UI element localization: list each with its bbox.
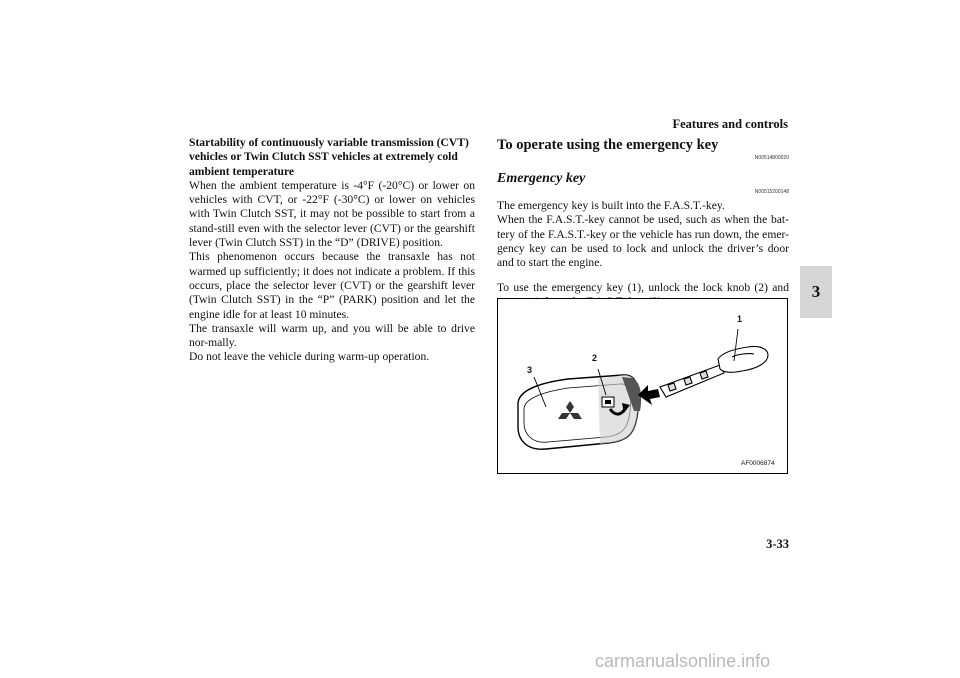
subsection-code: N00515200148 [754, 188, 789, 195]
fast-key-illustration [498, 299, 787, 473]
left-heading: Startability of continuously variable transmission (CVT) vehicles or Twin Clutch SST vehicles at extremely cold ambient temperature [189, 136, 469, 178]
left-paragraph-2: This phenomenon occurs because the transaxle has not warmed up sufficiently; it does not indicate a problem. If this occurs, place the selector lever (CVT) or the gearshift lever (Twin Clutch SST) in the “P” (PARK) position and let the engine idle for at least 10 minutes. [189, 250, 475, 321]
right-paragraph-1: The emergency key is built into the F.A.S.T.-key. [497, 199, 725, 213]
callout-2: 2 [592, 353, 598, 363]
callout-1: 1 [737, 314, 743, 324]
page-header: Features and controls [672, 117, 788, 131]
right-column [497, 138, 789, 309]
chapter-tab-label: 3 [811, 282, 821, 301]
subsection-title: Emergency key [497, 170, 586, 186]
left-paragraph-4: Do not leave the vehicle during warm-up operation. [189, 350, 430, 364]
left-paragraph-3: The transaxle will warm up, and you will be able to drive nor-mally. [189, 321, 475, 350]
callout-3: 3 [527, 365, 533, 375]
figure-code: AF0006874 [741, 460, 775, 467]
chapter-tab [800, 266, 832, 318]
left-column [189, 136, 475, 365]
section-code: N00514800020 [754, 155, 789, 162]
left-paragraph-1: When the ambient temperature is -4°F (-20°C) or lower on vehicles with CVT, or -22°F (-30°C) or lower on vehicles with Twin Clutch SST, it may not be possible to start from a stand-still even with the selector lever (CVT) or the gearshift lever (Twin Clutch SST) in the “D” (DRIVE) position. [189, 178, 475, 250]
emergency-key [660, 346, 768, 397]
emergency-key-figure [497, 298, 788, 474]
watermark: carmanualsonline.info [595, 651, 771, 671]
section-title: To operate using the emergency key [497, 137, 719, 153]
right-paragraph-3: To use the emergency key (1), unlock the lock knob (2) and [497, 280, 789, 294]
right-paragraph-2: When the F.A.S.T.-key cannot be used, such as when the bat-tery of the F.A.S.T.-key or the vehicle has run down, the emer-gency key can be used to lock and unlock the driver’s door and to start the engine. [497, 213, 789, 270]
page-number: 3-33 [766, 537, 789, 551]
